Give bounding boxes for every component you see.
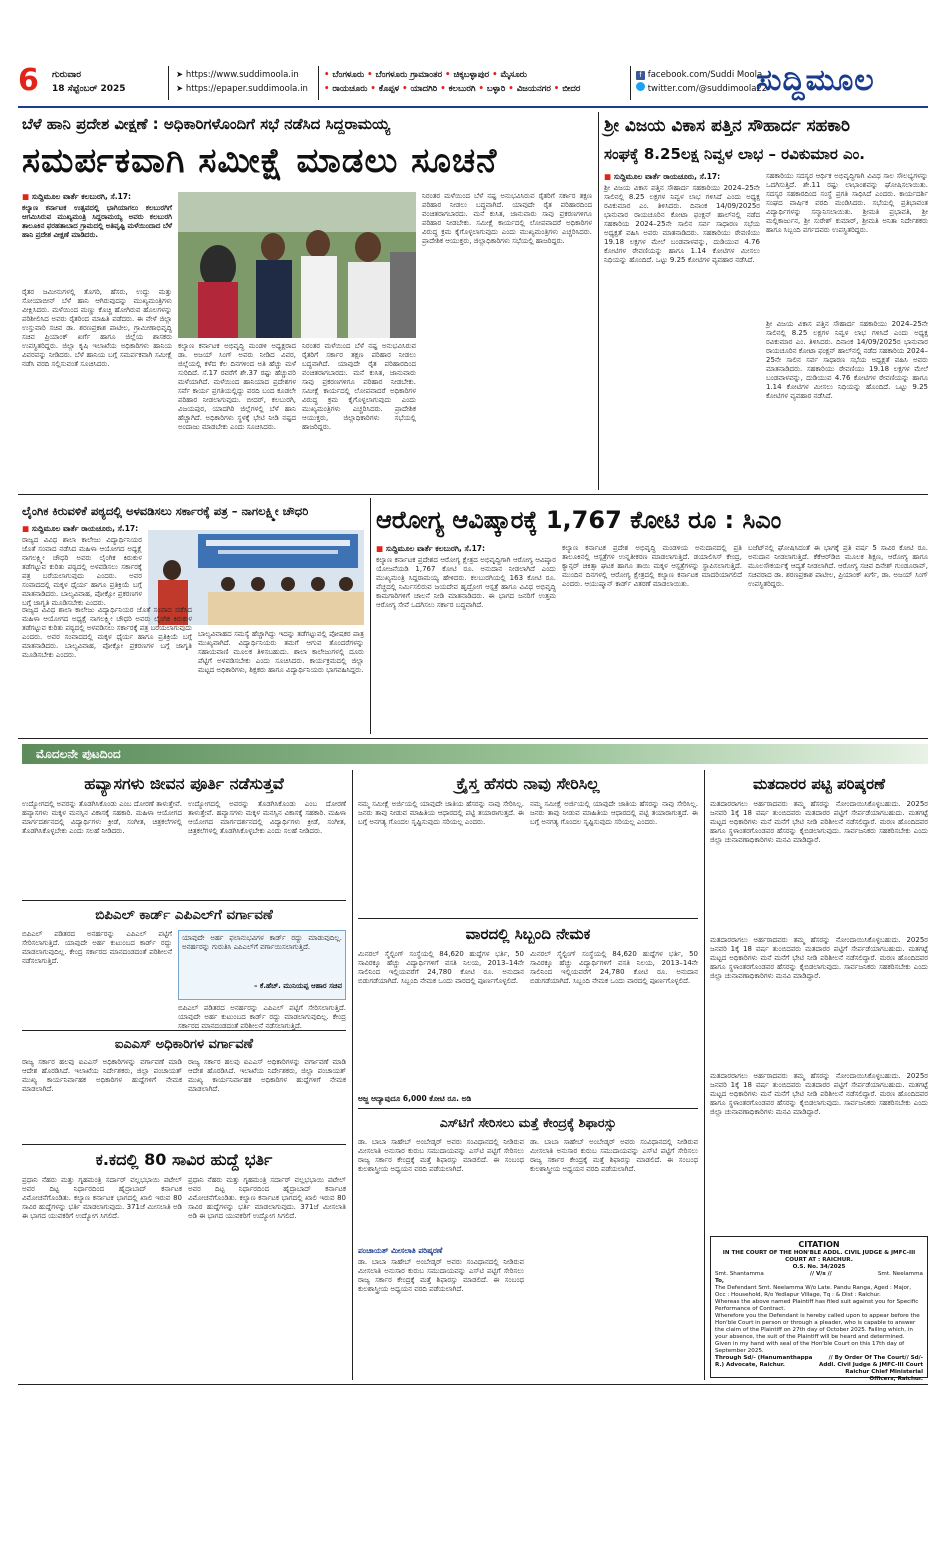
jump7-body-2: ಡಾ. ಬಾಬಾ ಸಾಹೇಬ್ ಅಂಬೇಡ್ಕರ್ ಅವರು ಸಂವಿಧಾನದಲ್ಲಿ ನೀಡಿರುವ ಮೀಸಲಾತಿ ಅನುಸಾರ ಕುರುಬ ಸಮುದಾಯವನ್ನು ಎಸ್‌ಟಿ ಪಟ್ಟಿಗೆ ಸೇರಿಸಲು ರಾಜ್ಯ ಸರ್ಕಾರ ಕೇಂದ್ರಕ್ಕೆ ಮತ್ತೆ ಶಿಫಾರಸ್ಸು ಮಾಡಲಿದೆ. ಈ ಸಂಬಂಧ ಕುಲಶಾಸ್ತ್ರೀಯ ಅಧ್ಯಯನ ವರದಿ ಪಡೆಯಲಾಗಿದೆ. (358, 1258, 524, 1293)
citation-para-1: Whereas the above named Plaintiff has filed suit against you for Specific Performance of Contract. (715, 1299, 919, 1312)
page-number: 6 (18, 63, 39, 98)
jump4-headline: ಕ.ಕದಲ್ಲಿ 80 ಸಾವಿರ ಹುದ್ದೆ ಭರ್ತಿ (95, 1150, 273, 1169)
citation-order: // By Order Of The Court// Sd/- Addl. Civil Judge & JMFC-III Court Raichur Chief Ministerial Officers, Raichur. (819, 1355, 923, 1382)
section-banner-label: ಮೊದಲನೇ ಪುಟದಿಂದ (36, 747, 121, 761)
story1-col1: ರೈತರ ಜಮೀನುಗಳಲ್ಲಿ ತೊಗರಿ, ಹೆಸರು, ಉದ್ದು ಮತ್ತು ಸೋಯಾಬೀನ್ ಬೆಳೆ ಹಾನಿ ಆಗಿರುವುದನ್ನು ಮುಖ್ಯಮಂತ್ರಿಗಳು ವೀಕ್ಷಿಸಿದರು. ಮಳೆಯಿಂದ ಮಣ್ಣು ಕೊಚ್ಚಿ ಹೋಗಿರುವ ಹೊಲಗಳನ್ನು ಪರಿಶೀಲಿಸಿದ ಅವರು ರೈತರಿಂದ ಮಾಹಿತಿ ಪಡೆದರು. ಈ ವೇಳೆ ಜಿಲ್ಲಾ ಉಸ್ತುವಾರಿ ಸಚಿವ ಡಾ. ಶರಣಪ್ರಕಾಶ ಪಾಟೀಲ, ಗ್ರಾಮೀಣಾಭಿವೃದ್ಧಿ ಸಚಿವ ಪ್ರಿಯಾಂಕ್ ಖರ್ಗೆ ಹಾಗೂ ಜಿಲ್ಲೆಯ ಶಾಸಕರು ಉಪಸ್ಥಿತರಿದ್ದರು. ಜಿಲ್ಲಾ ಕೃಷಿ ಇಲಾಖೆಯ ಅಧಿಕಾರಿಗಳು ಹಾನಿಯ ವಿವರವನ್ನು ನೀಡಿದರು. ಬೆಳೆ ಹಾನಿಯ ಬಗ್ಗೆ ಸಮರ್ಪಕವಾಗಿ ಸಮೀಕ್ಷೆ ನಡೆಸಿ ವರದಿ ಸಲ್ಲಿಸುವಂತೆ ಸೂಚಿಸಿದರು. (22, 288, 172, 368)
masthead (18, 64, 928, 104)
jump4-body-2: ಪ್ರಧಾನಿ ನೆಹರು ಮತ್ತು ಗೃಹಮಂತ್ರಿ ಸರ್ದಾರ್ ವಲ್ಲಭಭಾಯಿ ಪಟೇಲ್ ಅವರ ದಿಟ್ಟ ನಿರ್ಧಾರದಿಂದ ಹೈದ್ರಾಬಾದ್ ಕರ್ನಾಟಕ ವಿಮೋಚನೆಗೊಂಡಿತು. ಕಲ್ಯಾಣ ಕರ್ನಾಟಕ ಭಾಗದಲ್ಲಿ ಖಾಲಿ ಇರುವ 80 ಸಾವಿರ ಹುದ್ದೆಗಳನ್ನು ಭರ್ತಿ ಮಾಡಲಾಗುವುದು. 371ಜೆ ಮೀಸಲಾತಿ ಅಡಿ ಈ ಭಾಗದ ಯುವಕರಿಗೆ ಉದ್ಯೋಗ ಸಿಗಲಿದೆ. (188, 1176, 346, 1220)
citation-para-2: Wherefore you the Defendant is hereby called upon to appear before the Hon'ble Court in person or through a pleader, who is capable to answer the claim of the Plaintiff on 27th day of October 2025. Failing which, in your absence, the suit of the Plaintiff will be heard and determined. (715, 1313, 920, 1340)
cm-visit-photo (178, 192, 416, 338)
citation-case: O.S. No. 34/2025 (792, 1264, 846, 1270)
epaper-link[interactable]: https://epaper.suddimoola.in (185, 84, 308, 94)
social-block (636, 68, 767, 96)
citation-to-label: To, (715, 1278, 725, 1284)
story2-byline: ■ ಸುದ್ದಿಮೂಲ ವಾರ್ತೆ ರಾಯಚೂರು, ಸೆ.17: (604, 172, 721, 181)
jump1-headline: ಹವ್ಯಾಸಗಳು ಜೀವನ ಪೂರ್ತಿ ನಡೆಸುತ್ತವೆ (84, 774, 284, 793)
url-block (176, 68, 308, 96)
story1-col3: ನಿರಂತರ ಮಳೆಯಿಂದ ಬೆಳೆ ನಷ್ಟ ಅನುಭವಿಸಿರುವ ರೈತರಿಗೆ ಸರ್ಕಾರ ತಕ್ಷಣ ಪರಿಹಾರ ನೀಡಲು ಬದ್ಧವಾಗಿದೆ. ಯಾವುದೇ ರೈತ ಪರಿಹಾರದಿಂದ ವಂಚಿತರಾಗಬಾರದು. ಮನೆ ಕುಸಿತ, ಜಾನುವಾರು ಸಾವು ಪ್ರಕರಣಗಳಿಗೂ ಪರಿಹಾರ ನೀಡಬೇಕು. ಸಮೀಕ್ಷೆ ಕಾರ್ಯದಲ್ಲಿ ಲೋಪವಾದರೆ ಅಧಿಕಾರಿಗಳ ವಿರುದ್ಧ ಕ್ರಮ ಕೈಗೊಳ್ಳಲಾಗುವುದು ಎಂದು ಮುಖ್ಯಮಂತ್ರಿಗಳು ಎಚ್ಚರಿಸಿದರು. ಪ್ರಾದೇಶಿಕ ಆಯುಕ್ತರು, ಜಿಲ್ಲಾಧಿಕಾರಿಗಳು ಸಭೆಯಲ್ಲಿ ಹಾಜರಿದ್ದರು. (302, 342, 416, 431)
story3-col2: ಬಾಲ್ಯವಿವಾಹದ ಸಮಸ್ಯೆ ಹೆಚ್ಚಾಗಿದ್ದು ಇದನ್ನು ತಡೆಗಟ್ಟುವಲ್ಲಿ ಪೋಷಕರ ಪಾತ್ರ ಮುಖ್ಯವಾಗಿದೆ. ವಿದ್ಯಾರ್ಥಿನಿಯರು ತಮಗೆ ಆಗುವ ತೊಂದರೆಗಳನ್ನು ಸಹಾಯವಾಣಿ ಮೂಲಕ ತಿಳಿಸಬಹುದು. ಶಾಲಾ ಕಾಲೇಜುಗಳಲ್ಲಿ ದೂರು ಪೆಟ್ಟಿಗೆ ಅಳವಡಿಸಬೇಕು ಎಂದು ಸೂಚಿಸಿದರು. ಕಾರ್ಯಕ್ರಮದಲ್ಲಿ ಜಿಲ್ಲಾ ಮಟ್ಟದ ಅಧಿಕಾರಿಗಳು, ಶಿಕ್ಷಕರು ಹಾಗೂ ವಿದ್ಯಾರ್ಥಿನಿಯರು ಭಾಗವಹಿಸಿದ್ದರು. (198, 630, 364, 674)
jump7-body-3: ಡಾ. ಬಾಬಾ ಸಾಹೇಬ್ ಅಂಬೇಡ್ಕರ್ ಅವರು ಸಂವಿಧಾನದಲ್ಲಿ ನೀಡಿರುವ ಮೀಸಲಾತಿ ಅನುಸಾರ ಕುರುಬ ಸಮುದಾಯವನ್ನು ಎಸ್‌ಟಿ ಪಟ್ಟಿಗೆ ಸೇರಿಸಲು ರಾಜ್ಯ ಸರ್ಕಾರ ಕೇಂದ್ರಕ್ಕೆ ಮತ್ತೆ ಶಿಫಾರಸ್ಸು ಮಾಡಲಿದೆ. ಈ ಸಂಬಂಧ ಕುಲಶಾಸ್ತ್ರೀಯ ಅಧ್ಯಯನ ವರದಿ ಪಡೆಯಲಾಗಿದೆ. (530, 1138, 698, 1173)
citation-party-2: Smt. Neelamma (877, 1271, 923, 1277)
jump8-body-2: ಮತದಾರರಾಗಲು ಅರ್ಹರಾದವರು ತಮ್ಮ ಹೆಸರನ್ನು ನೋಂದಾಯಿಸಿಕೊಳ್ಳಬಹುದು. 2025ರ ಜನವರಿ 1ಕ್ಕೆ 18 ವರ್ಷ ತುಂಬಿದವರು ಮತದಾರರ ಪಟ್ಟಿಗೆ ಸೇರ್ಪಡೆಯಾಗಬಹುದು. ಮತಗಟ್ಟೆ ಮಟ್ಟದ ಅಧಿಕಾರಿಗಳು ಮನೆ ಮನೆಗೆ ಭೇಟಿ ನೀಡಿ ಪರಿಶೀಲನೆ ನಡೆಸಲಿದ್ದಾರೆ. ಮರಣ ಹೊಂದಿದವರ ಹಾಗೂ ಸ್ಥಳಾಂತರಗೊಂಡವರ ಹೆಸರನ್ನು ಕೈಬಿಡಲಾಗುವುದು. ಸಾರ್ವಜನಿಕರು ಸಹಕರಿಸಬೇಕು ಎಂದು ಜಿಲ್ಲಾ ಚುನಾವಣಾಧಿಕಾರಿಗಳು ಮನವಿ ಮಾಡಿದ್ದಾರೆ. (710, 936, 928, 980)
citation-through: Through (715, 1355, 742, 1361)
citation-court: IN THE COURT OF THE HON'BLE ADDL. CIVIL JUDGE & JMFC-III COURT AT : RAICHUR. (722, 1250, 916, 1263)
city-item: ರಾಯಚೂರು (332, 84, 368, 94)
facebook-icon: f (636, 71, 645, 80)
story4-headline: ಆರೋಗ್ಯ ಆವಿಷ್ಕಾರಕ್ಕೆ 1,767 ಕೋಟಿ ರೂ : ಸಿಎಂ (376, 506, 782, 534)
jump2-quote-author: – ಕೆ.ಹೆಚ್. ಮುನಿಯಪ್ಪ ಆಹಾರ ಸಚಿವ (253, 982, 342, 990)
jump1-body: ಉದ್ಯೋಗದಲ್ಲಿ ಅವರನ್ನು ತೊಡಗಿಸಿಕೊಂಡು ಎಂಬ ದೋರಣೆ ತಾಳುತ್ತೇವೆ. ಹವ್ಯಾಸಗಳು ಮಕ್ಕಳ ಮನಸ್ಸಿನ ವಿಕಾಸಕ್ಕೆ ಸಹಕಾರಿ. ಮಹಿಳಾ ಆಯೋಗದ ಮಾರ್ಗದರ್ಶನದಲ್ಲಿ ವಿದ್ಯಾರ್ಥಿಗಳು ಕ್ರೀಡೆ, ಸಂಗೀತ, ಚಿತ್ರಕಲೆಗಳಲ್ಲಿ ತೊಡಗಿಸಿಕೊಳ್ಳಬೇಕು ಎಂದು ಸಲಹೆ ನೀಡಿದರು. (22, 800, 182, 835)
jump6-body: ಮಿನರಲ್ ಸ್ಮೆಲ್ಟಿಂಗ್ ಸಂಸ್ಥೆಯಲ್ಲಿ 84,620 ಹುದ್ದೆಗಳ ಭರ್ತಿ, 50 ಸಾವಿರಕ್ಕೂ ಹೆಚ್ಚು ವಿದ್ಯಾರ್ಥಿಗಳಿಗೆ ವಸತಿ ನಿಲಯ, 2013–14ನೇ ಸಾಲಿನಿಂದ ಇಲ್ಲಿಯವರೆಗೆ 24,780 ಕೋಟಿ ರೂ. ಅನುದಾನ ಬಿಡುಗಡೆಯಾಗಿದೆ. ಸಿಬ್ಬಂದಿ ನೇಮಕ ಒಂದು ವಾರದಲ್ಲಿ ಪೂರ್ಣಗೊಳ್ಳಲಿದೆ. (358, 950, 524, 985)
city-item: ಯಾದಗಿರಿ (410, 84, 438, 94)
story2-headline-1: ಶ್ರೀ ವಿಜಯ ವಿಕಾಸ ಪತ್ತಿನ ಸೌಹಾರ್ದ ಸಹಕಾರಿ (604, 116, 850, 136)
jump2-headline: ಬಿಪಿಎಲ್ ಕಾರ್ಡ್ ಎಪಿಎಲ್‌ಗೆ ವರ್ಗಾವಣೆ (95, 907, 273, 923)
cities-row-1: • ಬೆಂಗಳೂರು • ಬೆಂಗಳೂರು ಗ್ರಾಮಾಂತರ • ಚಿಕ್ಕಬಳ್ಳಾಪುರ • ಮೈಸೂರು (324, 70, 527, 80)
twitter-icon (636, 82, 645, 91)
citation-party-1: Smt. Shantamma (715, 1271, 764, 1277)
jump2-quote-box (178, 930, 346, 1000)
jump6-body-2: ಮಿನರಲ್ ಸ್ಮೆಲ್ಟಿಂಗ್ ಸಂಸ್ಥೆಯಲ್ಲಿ 84,620 ಹುದ್ದೆಗಳ ಭರ್ತಿ, 50 ಸಾವಿರಕ್ಕೂ ಹೆಚ್ಚು ವಿದ್ಯಾರ್ಥಿಗಳಿಗೆ ವಸತಿ ನಿಲಯ, 2013–14ನೇ ಸಾಲಿನಿಂದ ಇಲ್ಲಿಯವರೆಗೆ 24,780 ಕೋಟಿ ರೂ. ಅನುದಾನ ಬಿಡುಗಡೆಯಾಗಿದೆ. ಸಿಬ್ಬಂದಿ ನೇಮಕ ಒಂದು ವಾರದಲ್ಲಿ ಪೂರ್ಣಗೊಳ್ಳಲಿದೆ. (530, 950, 698, 985)
jump3-body-2: ರಾಜ್ಯ ಸರ್ಕಾರ ಹಲವು ಐಎಎಸ್ ಅಧಿಕಾರಿಗಳನ್ನು ವರ್ಗಾವಣೆ ಮಾಡಿ ಆದೇಶ ಹೊರಡಿಸಿದೆ. ಇಲಾಖೆಯ ನಿರ್ದೇಶಕರು, ಜಿಲ್ಲಾ ಪಂಚಾಯತ್ ಮುಖ್ಯ ಕಾರ್ಯನಿರ್ವಾಹಕ ಅಧಿಕಾರಿಗಳ ಹುದ್ದೆಗಳಿಗೆ ನೇಮಕ ಮಾಡಲಾಗಿದೆ. (188, 1058, 346, 1093)
city-item: ಬಳ್ಳಾರಿ (486, 84, 506, 94)
story4-byline: ■ ಸುದ್ದಿಮೂಲ ವಾರ್ತೆ ಕಲಬುರಗಿ, ಸೆ.17: (376, 544, 486, 553)
citation-to-text: The Defendant Smt. Neelamma W/o Late. Pandu Ranga, Aged : Major, Occ : Household, R/o Yedlapur Village, Tq : & Dist : Raichur. (715, 1285, 911, 1298)
citation-advocate: Sd/- (Hanumanthappa R.) Advocate, Raichur. (715, 1355, 813, 1368)
jump3-headline: ಐಎಎಸ್ ಅಧಿಕಾರಿಗಳ ವರ್ಗಾವಣೆ (114, 1037, 254, 1052)
city-item: ಬೆಂಗಳೂರು (332, 70, 365, 80)
jump6-note: ಅಜ್ಜ ಆದ್ಯಾವುದೂ 6,000 ಕೋಟಿ ರೂ. ಅಡಿ (358, 1094, 472, 1103)
website-link[interactable]: https://www.suddimoola.in (185, 70, 299, 80)
section-banner (22, 744, 928, 764)
cities-block (324, 68, 580, 96)
jump3-body: ರಾಜ್ಯ ಸರ್ಕಾರ ಹಲವು ಐಎಎಸ್ ಅಧಿಕಾರಿಗಳನ್ನು ವರ್ಗಾವಣೆ ಮಾಡಿ ಆದೇಶ ಹೊರಡಿಸಿದೆ. ಇಲಾಖೆಯ ನಿರ್ದೇಶಕರು, ಜಿಲ್ಲಾ ಪಂಚಾಯತ್ ಮುಖ್ಯ ಕಾರ್ಯನಿರ್ವಾಹಕ ಅಧಿಕಾರಿಗಳ ಹುದ್ದೆಗಳಿಗೆ ನೇಮಕ ಮಾಡಲಾಗಿದೆ. (22, 1058, 182, 1093)
story2-col2: ಸಹಕಾರಿಯು ಸದಸ್ಯರ ಆರ್ಥಿಕ ಅಭಿವೃದ್ಧಿಗಾಗಿ ವಿವಿಧ ಸಾಲ ಸೌಲಭ್ಯಗಳನ್ನು ಒದಗಿಸುತ್ತಿದೆ. ಶೇ.11 ರಷ್ಟು ಲಾಭಾಂಶವನ್ನು ಘೋಷಿಸಲಾಯಿತು. ಸದಸ್ಯರ ಸಹಕಾರದಿಂದ ಸಂಸ್ಥೆ ಪ್ರಗತಿ ಸಾಧಿಸಿದೆ ಎಂದರು. ಕಾರ್ಯದರ್ಶಿ ಸಂಘದ ವಾರ್ಷಿಕ ವರದಿ ಮಂಡಿಸಿದರು. ಸಭೆಯಲ್ಲಿ ಪ್ರತಿಭಾವಂತ ವಿದ್ಯಾರ್ಥಿಗಳನ್ನು ಸನ್ಮಾನಿಸಲಾಯಿತು. ಶ್ರೀಮತಿ ಪ್ರಭಾವತಿ, ಶ್ರೀ ಮಲ್ಲಿಕಾರ್ಜುನ, ಶ್ರೀ ಸುರೇಶ್ ಕುಮಾರ್, ಶ್ರೀಮತಿ ಅನಿತಾ ನಿರ್ದೇಶಕರು ಹಾಗೂ ಸಿಬ್ಬಂದಿ ವರ್ಗದವರು ಉಪಸ್ಥಿತರಿದ್ದರು. (766, 172, 928, 234)
city-item: ಚಿಕ್ಕಬಳ್ಳಾಪುರ (453, 70, 490, 80)
story1-lead: ಕಲ್ಯಾಣ ಕರ್ನಾಟಕ ಉತ್ಸವದಲ್ಲಿ ಭಾಗಿಯಾಗಲು ಕಲಬುರಗಿಗೆ ಆಗಮಿಸಿರುವ ಮುಖ್ಯಮಂತ್ರಿ ಸಿದ್ದರಾಮಯ್ಯ ಅವರು ಕಲಬುರಗಿ ತಾಲೂಕಿನ ಫರಹತಾಬಾದ ಗ್ರಾಮದಲ್ಲಿ ಅತಿವೃಷ್ಟಿ ಮಳೆಯಿಂದಾದ ಬೆಳೆ ಹಾನಿ ಪ್ರದೇಶ ವೀಕ್ಷಣೆ ಮಾಡಿದರು. (22, 204, 172, 239)
jump7-headline: ಎಸ್‌ಟಿಗೆ ಸೇರಿಸಲು ಮತ್ತೆ ಕೇಂದ್ರಕ್ಕೆ ಶಿಫಾರಸ್ಸು (439, 1115, 617, 1130)
story1-byline: ■ ಸುದ್ದಿಮೂಲ ವಾರ್ತೆ ಕಲಬುರಗಿ, ಸೆ.17: (22, 192, 132, 201)
twitter-link[interactable]: twitter.com/@suddimoola22 (647, 84, 768, 94)
jump5-headline: ಕ್ರೈಸ್ತ ಹೆಸರು ನಾವು ಸೇರಿಸಿಲ್ಲ (456, 774, 600, 793)
jump2-body-2: ಬಿಪಿಎಲ್ ಪಡಿತರದ ಅನರ್ಹರನ್ನು ಎಪಿಎಲ್ ಪಟ್ಟಿಗೆ ಸೇರಿಸಲಾಗುತ್ತಿದೆ. ಯಾವುದೇ ಅರ್ಹ ಕುಟುಂಬದ ಕಾರ್ಡ್ ರದ್ದು ಮಾಡಲಾಗುವುದಿಲ್ಲ. ಕೇಂದ್ರ ಸರ್ಕಾರದ ಮಾನದಂಡದಂತೆ ಪರಿಶೀಲನೆ ನಡೆಸಲಾಗುತ್ತಿದೆ. (178, 1004, 346, 1030)
globe-icon: ➤ (176, 84, 186, 94)
jump2-quote: ಯಾವುದೇ ಅರ್ಹ ಫಲಾನುಭವಿಗಳ ಕಾರ್ಡ್ ರದ್ದು ಮಾಡುವುದಿಲ್ಲ. ಅನರ್ಹರನ್ನು ಗುರುತಿಸಿ ಎಪಿಎಲ್‌ಗೆ ವರ್ಗಾಯಿಸಲಾಗುತ್ತಿದೆ. (182, 934, 342, 951)
city-item: ಬೀದರ (562, 84, 581, 94)
city-item: ಮೈಸೂರು (500, 70, 527, 80)
facebook-link[interactable]: facebook.com/Suddi Moola (647, 70, 763, 80)
story2-col1: ಶ್ರೀ ವಿಜಯ ವಿಕಾಸ ಪತ್ತಿನ ಸೌಹಾರ್ದ ಸಹಕಾರಿಯು 2024–25ನೇ ಸಾಲಿನಲ್ಲಿ 8.25 ಲಕ್ಷಗಳ ನಿವ್ವಳ ಲಾಭ ಗಳಿಸಿದೆ ಎಂದು ಅಧ್ಯಕ್ಷ ರವಿಕುಮಾರ ಎಂ. ತಿಳಿಸಿದರು. ದಿನಾಂಕ 14/09/2025ರ ಭಾನುವಾರ ರಾಯಚೂರಿನ ಕೋಟಾ ಫಂಕ್ಷನ್ ಹಾಲ್‌ನಲ್ಲಿ ನಡೆದ ಸಹಕಾರಿಯ 2024–25ನೇ ಸಾಲಿನ ಸರ್ವ ಸಾಧಾರಣ ಸಭೆಯ ಅಧ್ಯಕ್ಷತೆ ವಹಿಸಿ ಅವರು ಮಾತನಾಡಿದರು. ಸಹಕಾರಿಯು ಠೇವಣಿಯು 19.18 ಲಕ್ಷಗಳ ಮೇಲೆ ಬಂಡವಾಳವನ್ನು, ದುಡಿಯುವ 4.76 ಕೋಟಿಗಳ ಠೇವಣಿಯನ್ನು ಹಾಗೂ 1.14 ಕೋಟಿಗಳ ಮೀಸಲು ನಿಧಿಯನ್ನು ಹೊಂದಿದೆ. ಒಟ್ಟು 9.25 ಕೋಟಿಗಳ ವ್ಯವಹಾರ ನಡೆಸಿದೆ. (604, 184, 760, 264)
story1-headline: ಸಮರ್ಪಕವಾಗಿ ಸಮೀಕ್ಷೆ ಮಾಡಲು ಸೂಚನೆ (22, 141, 498, 181)
jump8-headline: ಮತದಾರರ ಪಟ್ಟಿ ಪರಿಷ್ಕರಣೆ (752, 775, 886, 793)
globe-icon: ➤ (176, 70, 186, 80)
jump5-body: ನಮ್ಮ ಸಮೀಕ್ಷೆ ಅರ್ಜಿಯಲ್ಲಿ ಯಾವುದೇ ಜಾತಿಯ ಹೆಸರನ್ನು ನಾವು ಸೇರಿಸಿಲ್ಲ. ಜನರು ತಾವು ನೀಡುವ ಮಾಹಿತಿಯ ಆಧಾರದಲ್ಲಿ ಪಟ್ಟಿ ತಯಾರಾಗುತ್ತದೆ. ಈ ಬಗ್ಗೆ ಅನಗತ್ಯ ಗೊಂದಲ ಸೃಷ್ಟಿಸುವುದು ಸರಿಯಲ್ಲ ಎಂದರು. (358, 800, 524, 826)
jump8-body: ಮತದಾರರಾಗಲು ಅರ್ಹರಾದವರು ತಮ್ಮ ಹೆಸರನ್ನು ನೋಂದಾಯಿಸಿಕೊಳ್ಳಬಹುದು. 2025ರ ಜನವರಿ 1ಕ್ಕೆ 18 ವರ್ಷ ತುಂಬಿದವರು ಮತದಾರರ ಪಟ್ಟಿಗೆ ಸೇರ್ಪಡೆಯಾಗಬಹುದು. ಮತಗಟ್ಟೆ ಮಟ್ಟದ ಅಧಿಕಾರಿಗಳು ಮನೆ ಮನೆಗೆ ಭೇಟಿ ನೀಡಿ ಪರಿಶೀಲನೆ ನಡೆಸಲಿದ್ದಾರೆ. ಮರಣ ಹೊಂದಿದವರ ಹಾಗೂ ಸ್ಥಳಾಂತರಗೊಂಡವರ ಹೆಸರನ್ನು ಕೈಬಿಡಲಾಗುವುದು. ಸಾರ್ವಜನಿಕರು ಸಹಕರಿಸಬೇಕು ಎಂದು ಜಿಲ್ಲಾ ಚುನಾವಣಾಧಿಕಾರಿಗಳು ಮನವಿ ಮಾಡಿದ್ದಾರೆ. (710, 800, 928, 844)
story3-col1: ರಾಜ್ಯದ ವಿವಿಧ ಶಾಲಾ ಕಾಲೇಜು ವಿದ್ಯಾರ್ಥಿನಿಯರ ಜೊತೆ ಸಂವಾದ ನಡೆಸಿದ ಮಹಿಳಾ ಆಯೋಗದ ಅಧ್ಯಕ್ಷೆ ನಾಗಲಕ್ಷ್ಮೀ ಚೌಧರಿ ಅವರು ಲೈಂಗಿಕ ಕಿರುಕುಳ ತಡೆಗಟ್ಟುವ ಕುರಿತು ಪಠ್ಯದಲ್ಲಿ ಅಳವಡಿಸಲು ಸರ್ಕಾರಕ್ಕೆ ಪತ್ರ ಬರೆಯಲಾಗುವುದು ಎಂದರು. ಅವರ ಸಂವಾದದಲ್ಲಿ ಮಕ್ಕಳ ಧೈರ್ಯ ಹಾಗೂ ಪ್ರತಿಕ್ರಿಯೆ ಬಗ್ಗೆ ಮಾತನಾಡಿದರು. ಬಾಲ್ಯವಿವಾಹ, ಪೋಕ್ಸೋ ಪ್ರಕರಣಗಳ ಬಗ್ಗೆ ಜಾಗೃತಿ ಮೂಡಿಸಬೇಕು ಎಂದರು. (22, 606, 192, 659)
date-block (52, 68, 126, 96)
cities-row-2: • ರಾಯಚೂರು • ಕೊಪ್ಪಳ • ಯಾದಗಿರಿ • ಕಲಬುರಗಿ • ಬಳ್ಳಾರಿ • ವಿಜಯನಗರ • ಬೀದರ (324, 84, 581, 94)
jump5-body-2: ನಮ್ಮ ಸಮೀಕ್ಷೆ ಅರ್ಜಿಯಲ್ಲಿ ಯಾವುದೇ ಜಾತಿಯ ಹೆಸರನ್ನು ನಾವು ಸೇರಿಸಿಲ್ಲ. ಜನರು ತಾವು ನೀಡುವ ಮಾಹಿತಿಯ ಆಧಾರದಲ್ಲಿ ಪಟ್ಟಿ ತಯಾರಾಗುತ್ತದೆ. ಈ ಬಗ್ಗೆ ಅನಗತ್ಯ ಗೊಂದಲ ಸೃಷ್ಟಿಸುವುದು ಸರಿಯಲ್ಲ ಎಂದರು. (530, 800, 698, 826)
citation-box (710, 1236, 928, 1382)
day-label: ಗುರುವಾರ (52, 70, 82, 80)
story3-headline: ಲೈಂಗಿಕ ಕಿರುವಳಿಕೆ ಪಠ್ಯದಲ್ಲಿ ಅಳವಡಿಸಲು ಸರ್ಕಾರಕ್ಕೆ ಪತ್ರ – ನಾಗಲಕ್ಷ್ಮೀ ಚೌಧರಿ (22, 504, 309, 518)
story3-byline: ■ ಸುದ್ದಿಮೂಲ ವಾರ್ತೆ ರಾಯಚೂರು, ಸೆ.17: (22, 524, 139, 533)
citation-title: CITATION (798, 1240, 840, 1249)
jump6-headline: ವಾರದಲ್ಲಿ ಸಿಬ್ಬಂದಿ ನೇಮಕ (465, 925, 591, 943)
story2-col3: ಶ್ರೀ ವಿಜಯ ವಿಕಾಸ ಪತ್ತಿನ ಸೌಹಾರ್ದ ಸಹಕಾರಿಯು 2024–25ನೇ ಸಾಲಿನಲ್ಲಿ 8.25 ಲಕ್ಷಗಳ ನಿವ್ವಳ ಲಾಭ ಗಳಿಸಿದೆ ಎಂದು ಅಧ್ಯಕ್ಷ ರವಿಕುಮಾರ ಎಂ. ತಿಳಿಸಿದರು. ದಿನಾಂಕ 14/09/2025ರ ಭಾನುವಾರ ರಾಯಚೂರಿನ ಕೋಟಾ ಫಂಕ್ಷನ್ ಹಾಲ್‌ನಲ್ಲಿ ನಡೆದ ಸಹಕಾರಿಯ 2024–25ನೇ ಸಾಲಿನ ಸರ್ವ ಸಾಧಾರಣ ಸಭೆಯ ಅಧ್ಯಕ್ಷತೆ ವಹಿಸಿ ಅವರು ಮಾತನಾಡಿದರು. ಸಹಕಾರಿಯು ಠೇವಣಿಯು 19.18 ಲಕ್ಷಗಳ ಮೇಲೆ ಬಂಡವಾಳವನ್ನು, ದುಡಿಯುವ 4.76 ಕೋಟಿಗಳ ಠೇವಣಿಯನ್ನು ಹಾಗೂ 1.14 ಕೋಟಿಗಳ ಮೀಸಲು ನಿಧಿಯನ್ನು ಹೊಂದಿದೆ. ಒಟ್ಟು 9.25 ಕೋಟಿಗಳ ವ್ಯವಹಾರ ನಡೆಸಿದೆ. (766, 320, 928, 400)
city-item: ಕಲಬುರಗಿ (448, 84, 476, 94)
jump7-body: ಡಾ. ಬಾಬಾ ಸಾಹೇಬ್ ಅಂಬೇಡ್ಕರ್ ಅವರು ಸಂವಿಧಾನದಲ್ಲಿ ನೀಡಿರುವ ಮೀಸಲಾತಿ ಅನುಸಾರ ಕುರುಬ ಸಮುದಾಯವನ್ನು ಎಸ್‌ಟಿ ಪಟ್ಟಿಗೆ ಸೇರಿಸಲು ರಾಜ್ಯ ಸರ್ಕಾರ ಕೇಂದ್ರಕ್ಕೆ ಮತ್ತೆ ಶಿಫಾರಸ್ಸು ಮಾಡಲಿದೆ. ಈ ಸಂಬಂಧ ಕುಲಶಾಸ್ತ್ರೀಯ ಅಧ್ಯಯನ ವರದಿ ಪಡೆಯಲಾಗಿದೆ. (358, 1138, 524, 1173)
story4-col3: ಬಜೆಟ್‌ನಲ್ಲಿ ಘೋಷಿಸಿದಂತೆ ಈ ಭಾಗಕ್ಕೆ ಪ್ರತಿ ವರ್ಷ 5 ಸಾವಿರ ಕೋಟಿ ರೂ. ಅನುದಾನ ನೀಡಲಾಗುತ್ತಿದೆ. ಕೆಕೆಆರ್‌ಡಿಬಿ ಮೂಲಕ ಶಿಕ್ಷಣ, ಆರೋಗ್ಯ ಹಾಗೂ ಮೂಲಸೌಕರ್ಯಕ್ಕೆ ಆದ್ಯತೆ ನೀಡಲಾಗಿದೆ. ಆರೋಗ್ಯ ಸಚಿವ ದಿನೇಶ್ ಗುಂಡೂರಾವ್, ಸಚಿವರಾದ ಡಾ. ಶರಣಪ್ರಕಾಶ ಪಾಟೀಲ, ಪ್ರಿಯಾಂಕ್ ಖರ್ಗೆ, ಡಾ. ಅಜಯ್ ಸಿಂಗ್ ಉಪಸ್ಥಿತರಿದ್ದರು. (748, 544, 928, 588)
story1-kicker: ಬೆಳೆ ಹಾನಿ ಪ್ರದೇಶ ವೀಕ್ಷಣೆ : ಅಧಿಕಾರಿಗಳೊಂದಿಗೆ ಸಭೆ ನಡೆಸಿದ ಸಿದ್ದರಾಮಯ್ಯ (22, 115, 391, 133)
story1-col4: ನಿರಂತರ ಮಳೆಯಿಂದ ಬೆಳೆ ನಷ್ಟ ಅನುಭವಿಸಿರುವ ರೈತರಿಗೆ ಸರ್ಕಾರ ತಕ್ಷಣ ಪರಿಹಾರ ನೀಡಲು ಬದ್ಧವಾಗಿದೆ. ಯಾವುದೇ ರೈತ ಪರಿಹಾರದಿಂದ ವಂಚಿತರಾಗಬಾರದು. ಮನೆ ಕುಸಿತ, ಜಾನುವಾರು ಸಾವು ಪ್ರಕರಣಗಳಿಗೂ ಪರಿಹಾರ ನೀಡಬೇಕು. ಸಮೀಕ್ಷೆ ಕಾರ್ಯದಲ್ಲಿ ಲೋಪವಾದರೆ ಅಧಿಕಾರಿಗಳ ವಿರುದ್ಧ ಕ್ರಮ ಕೈಗೊಳ್ಳಲಾಗುವುದು ಎಂದು ಮುಖ್ಯಮಂತ್ರಿಗಳು ಎಚ್ಚರಿಸಿದರು. ಪ್ರಾದೇಶಿಕ ಆಯುಕ್ತರು, ಜಿಲ್ಲಾಧಿಕಾರಿಗಳು ಸಭೆಯಲ್ಲಿ ಹಾಜರಿದ್ದರು. (422, 192, 592, 245)
jump7-subhead: ಪಂಚಾಯತ್ ಮೀಸಲಾತಿ ಪರಿಷ್ಕರಣೆ (358, 1246, 443, 1255)
story1-col2: ಕಲ್ಯಾಣ ಕರ್ನಾಟಕ ಅಭಿವೃದ್ಧಿ ಮಂಡಳಿ ಅಧ್ಯಕ್ಷರಾದ ಡಾ. ಅಜಯ್ ಸಿಂಗ್ ಅವರು ನೀಡಿದ ವಿವರ, ಜಿಲ್ಲೆಯಲ್ಲಿ ಕಳೆದ ಕೆಲ ದಿನಗಳಿಂದ ಅತಿ ಹೆಚ್ಚು ಮಳೆ ಸುರಿದಿದೆ. ಸೆ.17 ರವರೆಗೆ ಶೇ.37 ರಷ್ಟು ಹೆಚ್ಚುವರಿ ಮಳೆಯಾಗಿದೆ. ಮಳೆಯಿಂದ ಹಾನಿಯಾದ ಪ್ರದೇಶಗಳ ಸರ್ವೆ ಕಾರ್ಯ ಪ್ರಗತಿಯಲ್ಲಿದ್ದು ವರದಿ ಬಂದ ಕೂಡಲೇ ಪರಿಹಾರ ನೀಡಲಾಗುವುದು. ಬೀದರ್, ಕಲಬುರಗಿ, ವಿಜಯಪುರ, ಯಾದಗಿರಿ ಜಿಲ್ಲೆಗಳಲ್ಲಿ ಬೆಳೆ ಹಾನಿ ಹೆಚ್ಚಾಗಿದೆ. ಅಧಿಕಾರಿಗಳು ಸ್ಥಳಕ್ಕೆ ಭೇಟಿ ನೀಡಿ ನಷ್ಟದ ಅಂದಾಜು ಮಾಡಬೇಕು ಎಂದು ಸೂಚಿಸಿದರು. (178, 342, 296, 431)
jump8-body-3: ಮತದಾರರಾಗಲು ಅರ್ಹರಾದವರು ತಮ್ಮ ಹೆಸರನ್ನು ನೋಂದಾಯಿಸಿಕೊಳ್ಳಬಹುದು. 2025ರ ಜನವರಿ 1ಕ್ಕೆ 18 ವರ್ಷ ತುಂಬಿದವರು ಮತದಾರರ ಪಟ್ಟಿಗೆ ಸೇರ್ಪಡೆಯಾಗಬಹುದು. ಮತಗಟ್ಟೆ ಮಟ್ಟದ ಅಧಿಕಾರಿಗಳು ಮನೆ ಮನೆಗೆ ಭೇಟಿ ನೀಡಿ ಪರಿಶೀಲನೆ ನಡೆಸಲಿದ್ದಾರೆ. ಮರಣ ಹೊಂದಿದವರ ಹಾಗೂ ಸ್ಥಳಾಂತರಗೊಂಡವರ ಹೆಸರನ್ನು ಕೈಬಿಡಲಾಗುವುದು. ಸಾರ್ವಜನಿಕರು ಸಹಕರಿಸಬೇಕು ಎಂದು ಜಿಲ್ಲಾ ಚುನಾವಣಾಧಿಕಾರಿಗಳು ಮನವಿ ಮಾಡಿದ್ದಾರೆ. (710, 1072, 928, 1116)
citation-vs: // V/s // (809, 1271, 832, 1277)
date-label: 18 ಸೆಪ್ಟೆಂಬರ್ 2025 (52, 84, 126, 94)
story3-col1-top: ರಾಜ್ಯದ ವಿವಿಧ ಶಾಲಾ ಕಾಲೇಜು ವಿದ್ಯಾರ್ಥಿನಿಯರ ಜೊತೆ ಸಂವಾದ ನಡೆಸಿದ ಮಹಿಳಾ ಆಯೋಗದ ಅಧ್ಯಕ್ಷೆ ನಾಗಲಕ್ಷ್ಮೀ ಚೌಧರಿ ಅವರು ಲೈಂಗಿಕ ಕಿರುಕುಳ ತಡೆಗಟ್ಟುವ ಕುರಿತು ಪಠ್ಯದಲ್ಲಿ ಅಳವಡಿಸಲು ಸರ್ಕಾರಕ್ಕೆ ಪತ್ರ ಬರೆಯಲಾಗುವುದು ಎಂದರು. ಅವರ ಸಂವಾದದಲ್ಲಿ ಮಕ್ಕಳ ಧೈರ್ಯ ಹಾಗೂ ಪ್ರತಿಕ್ರಿಯೆ ಬಗ್ಗೆ ಮಾತನಾಡಿದರು. ಬಾಲ್ಯವಿವಾಹ, ಪೋಕ್ಸೋ ಪ್ರಕರಣಗಳ ಬಗ್ಗೆ ಜಾಗೃತಿ ಮೂಡಿಸಬೇಕು ಎಂದರು. (22, 536, 142, 607)
city-item: ಕೊಪ್ಪಳ (378, 84, 400, 94)
story4-col1: ಕಲ್ಯಾಣ ಕರ್ನಾಟಕ ಪ್ರದೇಶದ ಆರೋಗ್ಯ ಕ್ಷೇತ್ರದ ಅಭಿವೃದ್ಧಿಗಾಗಿ ಆರೋಗ್ಯ ಆವಿಷ್ಕಾರ ಯೋಜನೆಯಡಿ 1,767 ಕೋಟಿ ರೂ. ಅನುದಾನ ನೀಡಲಾಗಿದೆ ಎಂದು ಮುಖ್ಯಮಂತ್ರಿ ಸಿದ್ದರಾಮಯ್ಯ ಹೇಳಿದರು. ಕಲಬುರಗಿಯಲ್ಲಿ 163 ಕೋಟಿ ರೂ. ವೆಚ್ಚದಲ್ಲಿ ನಿರ್ಮಿಸಲಿರುವ ಜಯದೇವ ಹೃದ್ರೋಗ ಆಸ್ಪತ್ರೆ ಹಾಗೂ ವಿವಿಧ ಅಭಿವೃದ್ಧಿ ಕಾಮಗಾರಿಗಳಿಗೆ ಚಾಲನೆ ನೀಡಿ ಮಾತನಾಡಿದರು. ಈ ಭಾಗದ ಜನರಿಗೆ ಉತ್ತಮ ಆರೋಗ್ಯ ಸೇವೆ ಒದಗಿಸಲು ಸರ್ಕಾರ ಬದ್ಧವಾಗಿದೆ. (376, 556, 556, 609)
city-item: ವಿಜಯನಗರ (516, 84, 551, 94)
jump4-body: ಪ್ರಧಾನಿ ನೆಹರು ಮತ್ತು ಗೃಹಮಂತ್ರಿ ಸರ್ದಾರ್ ವಲ್ಲಭಭಾಯಿ ಪಟೇಲ್ ಅವರ ದಿಟ್ಟ ನಿರ್ಧಾರದಿಂದ ಹೈದ್ರಾಬಾದ್ ಕರ್ನಾಟಕ ವಿಮೋಚನೆಗೊಂಡಿತು. ಕಲ್ಯಾಣ ಕರ್ನಾಟಕ ಭಾಗದಲ್ಲಿ ಖಾಲಿ ಇರುವ 80 ಸಾವಿರ ಹುದ್ದೆಗಳನ್ನು ಭರ್ತಿ ಮಾಡಲಾಗುವುದು. 371ಜೆ ಮೀಸಲಾತಿ ಅಡಿ ಈ ಭಾಗದ ಯುವಕರಿಗೆ ಉದ್ಯೋಗ ಸಿಗಲಿದೆ. (22, 1176, 182, 1220)
story4-col2: ಕಲ್ಯಾಣ ಕರ್ನಾಟಕ ಪ್ರದೇಶ ಅಭಿವೃದ್ಧಿ ಮಂಡಳಿಯ ಅನುದಾನದಲ್ಲಿ ಪ್ರತಿ ತಾಲೂಕಿನಲ್ಲಿ ಆಸ್ಪತ್ರೆಗಳ ಉನ್ನತೀಕರಣ ಮಾಡಲಾಗುತ್ತಿದೆ. ಡಯಾಲಿಸಿಸ್ ಕೇಂದ್ರ, ಕ್ಯಾನ್ಸರ್ ಚಿಕಿತ್ಸಾ ಘಟಕ ಹಾಗೂ ತಾಯಿ ಮಕ್ಕಳ ಆಸ್ಪತ್ರೆಗಳನ್ನು ಸ್ಥಾಪಿಸಲಾಗುತ್ತಿದೆ. ಮುಂದಿನ ದಿನಗಳಲ್ಲಿ ಆರೋಗ್ಯ ಕ್ಷೇತ್ರದಲ್ಲಿ ಕಲ್ಯಾಣ ಕರ್ನಾಟಕ ಮಾದರಿಯಾಗಲಿದೆ ಎಂದರು. ಆಯುಷ್ಮಾನ್ ಕಾರ್ಡ್ ವಿತರಣೆ ಮಾಡಲಾಯಿತು. (562, 544, 742, 588)
story2-headline-2: ಸಂಘಕ್ಕೆ 8.25ಲಕ್ಷ ನಿವ್ವಳ ಲಾಭ – ರವಿಕುಮಾರ ಎಂ. (604, 145, 866, 163)
citation-para-3: Given in my hand with seal of the Hon'ble Court on this 17th day of September 2025. (715, 1341, 905, 1354)
city-item: ಬೆಂಗಳೂರು ಗ್ರಾಮಾಂತರ (375, 70, 443, 80)
jump1-body-2: ಉದ್ಯೋಗದಲ್ಲಿ ಅವರನ್ನು ತೊಡಗಿಸಿಕೊಂಡು ಎಂಬ ದೋರಣೆ ತಾಳುತ್ತೇವೆ. ಹವ್ಯಾಸಗಳು ಮಕ್ಕಳ ಮನಸ್ಸಿನ ವಿಕಾಸಕ್ಕೆ ಸಹಕಾರಿ. ಮಹಿಳಾ ಆಯೋಗದ ಮಾರ್ಗದರ್ಶನದಲ್ಲಿ ವಿದ್ಯಾರ್ಥಿಗಳು ಕ್ರೀಡೆ, ಸಂಗೀತ, ಚಿತ್ರಕಲೆಗಳಲ್ಲಿ ತೊಡಗಿಸಿಕೊಳ್ಳಬೇಕು ಎಂದು ಸಲಹೆ ನೀಡಿದರು. (188, 800, 346, 835)
jump2-body: ಬಿಪಿಎಲ್ ಪಡಿತರದ ಅನರ್ಹರನ್ನು ಎಪಿಎಲ್ ಪಟ್ಟಿಗೆ ಸೇರಿಸಲಾಗುತ್ತಿದೆ. ಯಾವುದೇ ಅರ್ಹ ಕುಟುಂಬದ ಕಾರ್ಡ್ ರದ್ದು ಮಾಡಲಾಗುವುದಿಲ್ಲ. ಕೇಂದ್ರ ಸರ್ಕಾರದ ಮಾನದಂಡದಂತೆ ಪರಿಶೀಲನೆ ನಡೆಸಲಾಗುತ್ತಿದೆ. (22, 930, 172, 965)
logo: ಸುದ್ದಿಮೂಲ (756, 63, 875, 98)
